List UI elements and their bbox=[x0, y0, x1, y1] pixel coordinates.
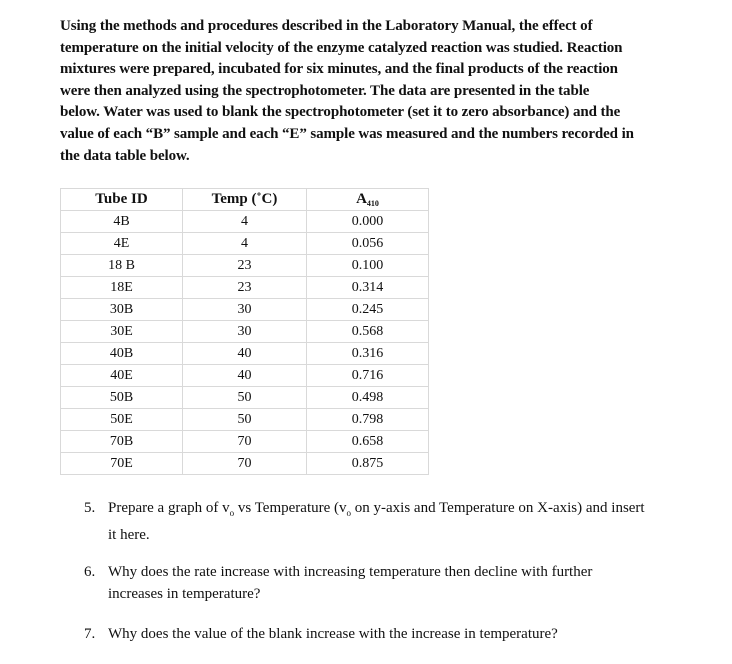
intro-line: Using the methods and procedures described in the Laboratory Manual, the effect of bbox=[60, 18, 593, 34]
cell-tube-id: 18 B bbox=[61, 255, 183, 277]
velocity-subscript: o bbox=[229, 508, 235, 518]
cell-temp: 30 bbox=[183, 299, 307, 321]
data-table bbox=[60, 188, 429, 475]
cell-temp: 70 bbox=[183, 431, 307, 453]
cell-tube-id: 70B bbox=[61, 431, 183, 453]
table-row bbox=[61, 233, 429, 255]
table-row bbox=[61, 387, 429, 409]
cell-temp: 40 bbox=[183, 343, 307, 365]
question-number: 7. bbox=[84, 626, 96, 642]
cell-tube-id: 50B bbox=[61, 387, 183, 409]
cell-temp: 70 bbox=[183, 453, 307, 475]
cell-absorbance: 0.314 bbox=[307, 277, 429, 299]
question-text-line2: it here. bbox=[108, 526, 150, 543]
cell-temp: 23 bbox=[183, 255, 307, 277]
table-row bbox=[61, 255, 429, 277]
table-row bbox=[61, 211, 429, 233]
question-text-line2: increases in temperature? bbox=[108, 585, 261, 602]
cell-temp: 4 bbox=[183, 233, 307, 255]
question-text-part: vs Temperature (v bbox=[234, 500, 347, 516]
cell-absorbance: 0.245 bbox=[307, 299, 429, 321]
header-absorbance bbox=[307, 189, 429, 211]
cell-absorbance: 0.100 bbox=[307, 255, 429, 277]
cell-absorbance: 0.000 bbox=[307, 211, 429, 233]
table-row bbox=[61, 453, 429, 475]
cell-tube-id: 4B bbox=[61, 211, 183, 233]
question-text-part: Prepare a graph of v bbox=[108, 500, 230, 516]
cell-tube-id: 30B bbox=[61, 299, 183, 321]
cell-absorbance: 0.658 bbox=[307, 431, 429, 453]
table-row bbox=[61, 277, 429, 299]
table-header-row bbox=[61, 189, 429, 211]
cell-temp: 50 bbox=[183, 409, 307, 431]
question-number: 6. bbox=[84, 564, 96, 580]
table-row bbox=[61, 343, 429, 365]
cell-tube-id: 50E bbox=[61, 409, 183, 431]
header-tube-id: Tube ID bbox=[61, 189, 183, 211]
intro-line: mixtures were prepared, incubated for six minutes, and the final products of the reaction bbox=[60, 61, 618, 78]
question-number: 5. bbox=[84, 500, 96, 516]
table-row bbox=[61, 321, 429, 343]
cell-tube-id: 40E bbox=[61, 365, 183, 387]
question-5 bbox=[84, 498, 704, 546]
cell-absorbance: 0.716 bbox=[307, 365, 429, 387]
intro-line: below. Water was used to blank the spectrophotometer (set it to zero absorbance) and the bbox=[60, 104, 621, 121]
intro-line: temperature on the initial velocity of the enzyme catalyzed reaction was studied. Reaction bbox=[60, 39, 623, 56]
question-6 bbox=[84, 562, 704, 605]
cell-absorbance: 0.798 bbox=[307, 409, 429, 431]
cell-temp: 40 bbox=[183, 365, 307, 387]
cell-absorbance: 0.498 bbox=[307, 387, 429, 409]
header-temp: Temp (˚C) bbox=[183, 189, 307, 211]
cell-temp: 4 bbox=[183, 211, 307, 233]
cell-tube-id: 40B bbox=[61, 343, 183, 365]
header-absorbance-subscript: 410 bbox=[366, 199, 379, 208]
velocity-subscript: o bbox=[346, 508, 352, 518]
table-row bbox=[61, 299, 429, 321]
question-text bbox=[108, 498, 704, 525]
question-text: Why does the value of the blank increase with the increase in temperature? bbox=[108, 626, 558, 642]
cell-tube-id: 4E bbox=[61, 233, 183, 255]
cell-temp: 23 bbox=[183, 277, 307, 299]
intro-line: the data table below. bbox=[60, 147, 190, 164]
cell-absorbance: 0.056 bbox=[307, 233, 429, 255]
intro-paragraph bbox=[60, 16, 700, 167]
cell-absorbance: 0.875 bbox=[307, 453, 429, 475]
question-7 bbox=[84, 624, 704, 646]
cell-tube-id: 18E bbox=[61, 277, 183, 299]
question-text: Why does the rate increase with increasing temperature then decline with further bbox=[108, 564, 593, 580]
table-row bbox=[61, 409, 429, 431]
cell-absorbance: 0.316 bbox=[307, 343, 429, 365]
intro-line: value of each “B” sample and each “E” sample was measured and the numbers recorded in bbox=[60, 125, 634, 142]
intro-line: were then analyzed using the spectrophotometer. The data are presented in the table bbox=[60, 82, 590, 99]
cell-tube-id: 30E bbox=[61, 321, 183, 343]
cell-tube-id: 70E bbox=[61, 453, 183, 475]
cell-absorbance: 0.568 bbox=[307, 321, 429, 343]
table-row bbox=[61, 431, 429, 453]
cell-temp: 50 bbox=[183, 387, 307, 409]
cell-temp: 30 bbox=[183, 321, 307, 343]
header-absorbance-main: A bbox=[356, 191, 367, 207]
table-row bbox=[61, 365, 429, 387]
question-text-part: on y-axis and Temperature on X-axis) and insert bbox=[351, 500, 645, 516]
